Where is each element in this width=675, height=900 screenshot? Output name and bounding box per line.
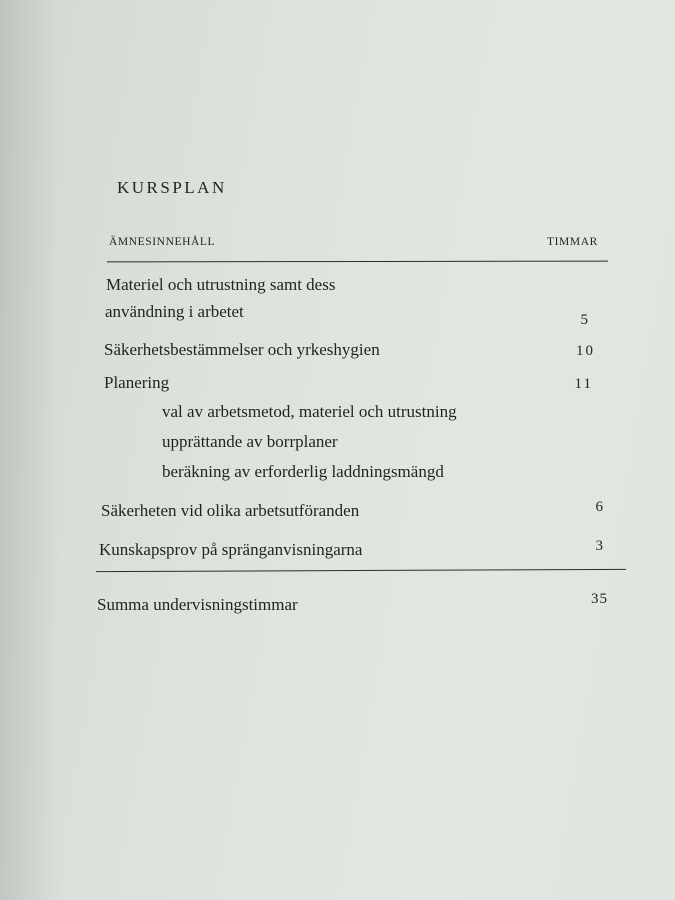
row-subtext: upprättande av borrplaner — [162, 432, 338, 451]
total-hours: 35 — [591, 591, 608, 607]
total-label: Summa undervisningstimmar — [97, 595, 298, 614]
column-header-subject: ÄMNESINNEHÅLL — [109, 236, 216, 248]
row-text: Säkerheten vid olika arbetsutföranden — [101, 501, 360, 520]
row-text: Kunskapsprov på spränganvisningarna — [99, 540, 363, 559]
row-subtext: val av arbetsmetod, materiel och utrustning — [162, 402, 457, 421]
header-divider — [107, 261, 608, 263]
row-hours: 6 — [595, 499, 603, 515]
column-header-hours: TIMMAR — [547, 236, 598, 248]
row-hours: 11 — [574, 376, 593, 392]
row-hours: 3 — [595, 538, 603, 554]
row-text: Materiel och utrustning samt dess — [106, 275, 336, 294]
row-hours: 10 — [576, 343, 595, 359]
row-text: användning i arbetet — [105, 302, 244, 321]
page-title: KURSPLAN — [117, 178, 227, 197]
row-text: Säkerhetsbestämmelser och yrkeshygien — [104, 340, 380, 359]
row-text: Planering — [104, 373, 170, 392]
row-subtext: beräkning av erforderlig laddningsmängd — [162, 462, 444, 481]
total-divider — [96, 569, 626, 572]
page-shadow — [0, 0, 60, 900]
row-hours: 5 — [580, 312, 588, 328]
